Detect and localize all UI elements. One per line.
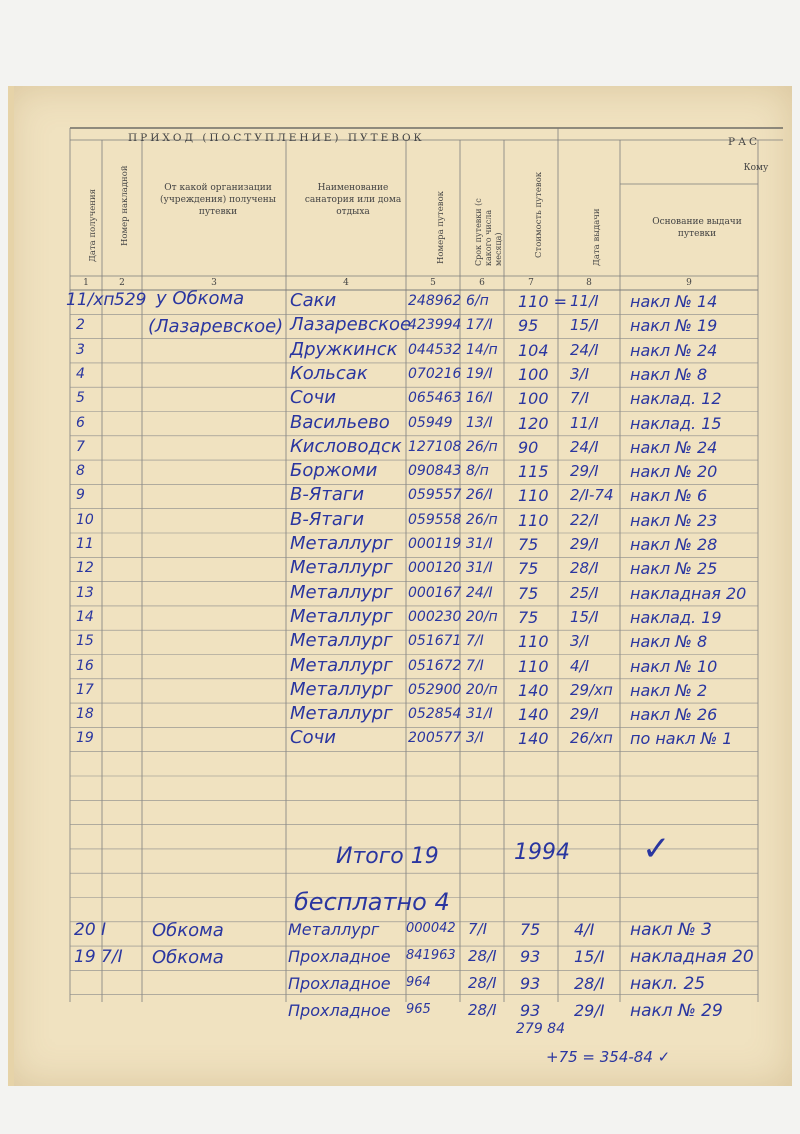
row-issue-date: 3/I	[570, 364, 590, 383]
row-sanatorium: Сочи	[290, 387, 336, 409]
row-ticket-number: 090843	[408, 463, 462, 480]
row-number: 10	[76, 511, 94, 528]
row-issue-date: 11/I	[570, 413, 599, 432]
extra-cost: 93	[520, 947, 541, 966]
row-term: 20/п	[466, 608, 498, 625]
row-ticket-number: 423994	[408, 317, 462, 334]
row-number: 15	[76, 633, 94, 650]
row-number: 13	[76, 584, 94, 601]
row-sanatorium: В-Ятаги	[290, 508, 365, 530]
row-ticket-number: 059558	[408, 511, 462, 528]
row-sanatorium: Металлург	[290, 533, 393, 554]
row-ticket-number: 200577	[408, 730, 462, 747]
row-basis: накладная 20	[630, 583, 747, 603]
row-ticket-number: 000119	[408, 536, 462, 552]
extra-cost: 93	[520, 974, 541, 993]
row-term: 7/I	[466, 657, 484, 674]
extra-cost: 75	[520, 920, 541, 939]
row-sanatorium: Васильево	[290, 411, 390, 433]
col-header-5: Номера путевок	[436, 191, 446, 264]
row-issue-date: 3/I	[570, 632, 590, 651]
row-basis: наклад. 15	[630, 413, 722, 433]
extra-basis: накл. 25	[630, 974, 706, 994]
column-number: 5	[430, 278, 436, 288]
row-term: 13/I	[466, 414, 493, 431]
row-issue-date: 29/хп	[570, 680, 613, 699]
row-basis: накл № 19	[630, 316, 718, 336]
row-issue-date: 2/I-74	[570, 486, 614, 505]
extra-issue: 15/I	[574, 947, 605, 966]
extra-term: 28/I	[468, 1001, 497, 1019]
row-basis: накл № 26	[630, 705, 718, 725]
row-number: 14	[76, 608, 94, 625]
first-row-org2: (Лазаревское)	[148, 316, 284, 337]
col-header-7: Стоимость путевок	[534, 171, 544, 258]
row-issue-date: 25/I	[570, 583, 599, 602]
row-sanatorium: Кольсак	[290, 362, 368, 384]
row-basis: накл № 24	[630, 340, 718, 360]
row-number: 4	[76, 365, 85, 382]
column-number: 3	[211, 278, 217, 288]
row-ticket-number: 070216	[408, 365, 462, 382]
row-term: 31/I	[466, 536, 493, 552]
column-number: 9	[686, 278, 692, 288]
extra-number: 841963	[406, 948, 456, 963]
row-ticket-number: 065463	[408, 390, 462, 407]
row-issue-date: 15/I	[570, 607, 599, 626]
row-basis: накл № 23	[630, 510, 718, 530]
extra-sanatorium: Прохладное	[288, 974, 391, 993]
row-cost: 75	[518, 607, 539, 627]
row-basis: накл № 2	[630, 680, 708, 700]
row-ticket-number: 052900	[408, 681, 462, 698]
row-number: 19	[76, 730, 94, 747]
row-term: 16/I	[466, 390, 493, 407]
row-cost: 110	[518, 510, 549, 530]
column-number: 7	[528, 278, 534, 288]
row-number: 8	[76, 463, 85, 480]
extra-number: 000042	[406, 921, 456, 936]
row-sanatorium: Кисловодск	[290, 435, 402, 457]
extra-org: Обкома	[152, 920, 224, 941]
row-basis: накл № 14	[630, 292, 718, 311]
row-sanatorium: Металлург	[290, 703, 393, 725]
row-ticket-number: 000120	[408, 560, 462, 577]
row-issue-date: 26/хп	[570, 729, 613, 748]
row-cost: 75	[518, 583, 539, 603]
row-term: 31/I	[466, 706, 493, 723]
row-sanatorium: Металлург	[290, 630, 393, 652]
row-basis: наклад. 19	[630, 607, 722, 627]
row-term: 24/I	[466, 584, 493, 601]
extra-cost: 93	[520, 1001, 541, 1020]
row-term: 19/I	[466, 365, 493, 382]
row-term: 17/I	[466, 317, 493, 334]
first-row-org: у Обкома	[156, 288, 245, 309]
row-basis: накл № 20	[630, 462, 718, 482]
row-ticket-number: 059557	[408, 487, 462, 504]
col-header-9: Основание выдачи путевки	[652, 217, 742, 239]
row-basis: накл № 24	[630, 437, 718, 457]
row-term: 26/п	[466, 438, 498, 455]
extra-issue: 28/I	[574, 974, 605, 993]
row-number: 16	[76, 657, 94, 674]
row-cost: 115	[518, 462, 549, 482]
row-number: 11	[76, 536, 94, 552]
row-number: 9	[76, 487, 85, 504]
extra-term: 28/I	[468, 947, 497, 965]
row-cost: 95	[518, 316, 539, 336]
extra-issue: 29/I	[574, 1001, 605, 1020]
section-title-right: РАС	[728, 136, 761, 148]
row-issue-date: 24/I	[570, 437, 599, 456]
extra-term: 7/I	[468, 920, 488, 938]
column-number: 2	[119, 278, 125, 288]
total-check: ✓	[642, 829, 671, 869]
column-number: 8	[586, 278, 592, 288]
column-number: 1	[83, 278, 89, 288]
row-cost: 110	[518, 656, 549, 676]
extra-basis: накл № 3	[630, 920, 712, 940]
row-basis: накл № 10	[630, 656, 718, 676]
row-ticket-number: 248962	[408, 293, 462, 309]
row-cost: 75	[518, 535, 539, 554]
row-ticket-number: 000230	[408, 608, 462, 625]
row-basis: по накл № 1	[630, 729, 733, 749]
row-issue-date: 29/I	[570, 535, 599, 553]
row-sanatorium: Боржоми	[290, 460, 378, 482]
extra-issue: 4/I	[574, 920, 595, 939]
row-ticket-number: 127108	[408, 438, 462, 455]
row-term: 8/п	[466, 463, 489, 480]
row-term: 31/I	[466, 560, 493, 577]
col-header-1: Дата получения	[88, 189, 98, 262]
row-number: 6	[76, 414, 85, 431]
row-term: 6/п	[466, 293, 489, 309]
first-row-invoice: 529	[114, 290, 147, 310]
row-issue-date: 28/I	[570, 559, 599, 578]
row-basis: накл № 28	[630, 535, 718, 554]
first-row-date: 11/хп	[66, 290, 115, 310]
row-term: 26/I	[466, 487, 493, 504]
row-term: 26/п	[466, 511, 498, 528]
extra-number: 965	[406, 1002, 431, 1017]
row-sanatorium: Металлург	[290, 605, 393, 627]
col-header-6: Срок путевки (с какого числа месяца)	[474, 198, 503, 266]
extra-sanatorium: Прохладное	[288, 1001, 391, 1020]
row-sanatorium: В-Ятаги	[290, 484, 365, 506]
extra-term: 28/I	[468, 974, 497, 992]
row-issue-date: 24/I	[570, 340, 599, 359]
row-basis: накл № 8	[630, 632, 708, 652]
row-cost: 100	[518, 364, 549, 384]
extra-sanatorium: Прохладное	[288, 947, 391, 966]
extra-date: 19 7/I	[74, 947, 123, 967]
row-term: 20/п	[466, 681, 498, 698]
row-basis: накл № 8	[630, 364, 708, 384]
extra-org: Обкома	[152, 947, 224, 968]
row-cost: 140	[518, 680, 549, 700]
row-cost: 75	[518, 559, 539, 579]
extra-date: 20 I	[74, 920, 107, 940]
row-basis: накл № 25	[630, 559, 718, 579]
extra-number: 964	[406, 975, 431, 990]
ledger-page	[8, 86, 792, 1086]
column-number: 4	[343, 278, 349, 288]
row-sanatorium: Саки	[290, 290, 337, 311]
row-ticket-number: 052854	[408, 706, 462, 723]
row-sanatorium: Металлург	[290, 654, 393, 676]
row-term: 3/I	[466, 730, 484, 747]
col-header-2: Номер накладной	[120, 165, 130, 246]
row-ticket-number: 05949	[408, 414, 453, 431]
extra-basis: накл № 29	[630, 1001, 723, 1021]
row-cost: 110 =	[518, 292, 568, 311]
row-sanatorium: Дружкинск	[290, 338, 398, 360]
row-basis: наклад. 12	[630, 389, 722, 409]
extra-sanatorium: Металлург	[288, 920, 380, 939]
row-issue-date: 7/I	[570, 389, 590, 408]
row-sanatorium: Лазаревское	[290, 314, 412, 336]
row-sanatorium: Сочи	[290, 727, 336, 749]
row-cost: 110	[518, 486, 549, 506]
row-issue-date: 4/I	[570, 656, 590, 675]
total-value: 1994	[514, 840, 570, 865]
row-number: 5	[76, 390, 85, 407]
header-komu: Кому	[743, 163, 769, 173]
section-title: ПРИХОД (ПОСТУПЛЕНИЕ) ПУТЕВОК	[128, 132, 425, 144]
row-issue-date: 15/I	[570, 316, 599, 335]
row-term: 14/п	[466, 341, 498, 358]
footer-sum-1: 279 84	[516, 1021, 565, 1037]
footer-sum-2: +75 = 354-84 ✓	[546, 1048, 671, 1066]
row-cost: 90	[518, 437, 539, 457]
row-basis: накл № 6	[630, 486, 708, 506]
row-number: 12	[76, 560, 94, 577]
row-ticket-number: 000167	[408, 584, 462, 601]
col-header-3: От какой организации (учреждения) получены путевки	[160, 183, 276, 217]
row-sanatorium: Металлург	[290, 581, 393, 603]
row-ticket-number: 051671	[408, 633, 462, 650]
row-cost: 120	[518, 413, 549, 433]
row-cost: 100	[518, 389, 549, 409]
row-issue-date: 29/I	[570, 462, 599, 481]
row-number: 7	[76, 438, 85, 455]
row-issue-date: 22/I	[570, 510, 599, 529]
row-cost: 104	[518, 340, 549, 360]
row-cost: 110	[518, 632, 549, 652]
row-number: 2	[76, 317, 85, 334]
row-term: 7/I	[466, 633, 484, 650]
row-cost: 140	[518, 705, 549, 725]
row-sanatorium: Металлург	[290, 678, 393, 700]
total-label: Итого 19	[336, 844, 439, 869]
row-ticket-number: 044532	[408, 341, 462, 358]
row-number: 3	[76, 341, 85, 358]
column-number: 6	[479, 278, 485, 288]
row-ticket-number: 051672	[408, 657, 462, 674]
row-number: 18	[76, 706, 94, 723]
row-issue-date: 11/I	[570, 292, 599, 310]
extra-basis: накладная 20	[630, 947, 754, 967]
row-cost: 140	[518, 729, 549, 749]
col-header-8: Дата выдачи	[592, 208, 602, 266]
free-label: бесплатно 4	[294, 888, 450, 916]
col-header-4: Наименование санатория или дома отдыха	[304, 183, 402, 217]
row-number: 17	[76, 681, 94, 698]
row-sanatorium: Металлург	[290, 557, 393, 579]
row-issue-date: 29/I	[570, 705, 599, 724]
